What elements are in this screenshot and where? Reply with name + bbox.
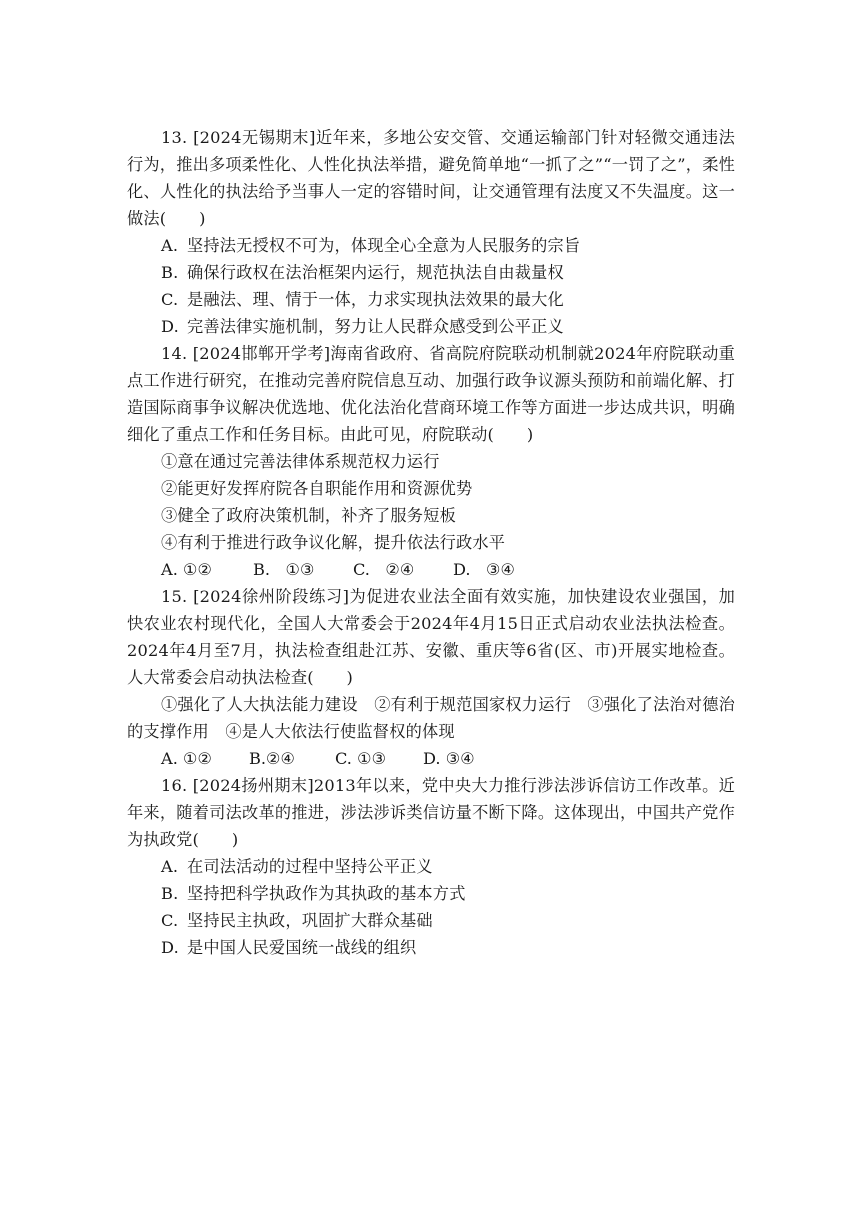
option-letter: B. bbox=[161, 263, 179, 282]
question-16 bbox=[127, 772, 735, 961]
option-text: 是融法、理、情于一体，力求实现执法效果的最大化 bbox=[187, 290, 564, 309]
option-letter: C. bbox=[161, 911, 179, 930]
question-source: [2024扬州期末] bbox=[192, 776, 314, 795]
statement-3: ③健全了政府决策机制，补齐了服务短板 bbox=[161, 506, 456, 525]
statement-2: ②能更好发挥府院各自职能作用和资源优势 bbox=[161, 479, 473, 498]
option-a[interactable] bbox=[161, 745, 249, 772]
option-text: 确保行政权在法治框架内运行，规范执法自由裁量权 bbox=[187, 263, 564, 282]
option-a[interactable] bbox=[127, 853, 735, 880]
option-d[interactable] bbox=[127, 313, 735, 340]
question-text: 2013年以来，党中央大力推行涉法涉诉信访工作改革。近年来，随着司法改革的推进，涉法涉诉类信访量不断下降。这体现出，中国共产党作为执政党( ) bbox=[127, 776, 735, 849]
option-letter: A. bbox=[161, 857, 179, 876]
option-row bbox=[127, 745, 735, 772]
option-letter: C. bbox=[353, 560, 370, 579]
question-text: 为促进农业法全面有效实施，加快建设农业强国，加快农业农村现代化，全国人大常委会于2024年4月15日正式启动农业法执法检查。2024年4月至7月，执法检查组赴江苏、安徽、重庆等6省(区、市)开展实地检查。人大常委会启动执法检查( ) bbox=[127, 587, 735, 687]
option-text: 在司法活动的过程中坚持公平正义 bbox=[187, 857, 433, 876]
option-letter: B. bbox=[253, 560, 271, 579]
option-a[interactable] bbox=[161, 556, 253, 583]
statement-1: ①意在通过完善法律体系规范权力运行 bbox=[161, 452, 440, 471]
option-c[interactable] bbox=[353, 556, 453, 583]
option-text: ①③ bbox=[285, 560, 315, 579]
option-letter: A. bbox=[161, 236, 179, 255]
option-letter: C. bbox=[161, 290, 179, 309]
question-text: 海南省政府、省高院府院联动机制就2024年府院联动重点工作进行研究，在推动完善府院信息互动、加强行政争议源头预防和前端化解、打造国际商事争议解决优选地、优化法治化营商环境工作等方面进一步达成共识，明确细化了重点工作和任务目标。由此可见，府院联动( ) bbox=[127, 344, 735, 444]
question-text: 近年来，多地公安交管、交通运输部门针对轻微交通违法行为，推出多项柔性化、人性化执法举措，避免简单地“一抓了之”“一罚了之”，柔性化、人性化的执法给予当事人一定的容错时间，让交通管理有法度又不失温度。这一做法( ) bbox=[127, 128, 735, 228]
option-text: ①② bbox=[183, 749, 213, 768]
option-text: 坚持民主执政，巩固扩大群众基础 bbox=[187, 911, 433, 930]
option-text: ③④ bbox=[485, 560, 516, 579]
question-14 bbox=[127, 340, 735, 583]
option-text: ①③ bbox=[357, 749, 387, 768]
option-text: ①② bbox=[183, 560, 213, 579]
statement-list: ①强化了人大执法能力建设 ②有利于规范国家权力运行 ③强化了法治对德治的支撑作用 ④是人大依法行使监督权的体现 bbox=[127, 695, 735, 741]
option-letter: A. bbox=[161, 749, 178, 768]
question-number: 15. bbox=[161, 587, 188, 606]
option-letter: D. bbox=[161, 938, 179, 957]
question-14-stem bbox=[127, 340, 735, 448]
question-source: [2024徐州阶段练习] bbox=[193, 587, 350, 606]
option-text: 坚持法无授权不可为，体现全心全意为人民服务的宗旨 bbox=[187, 236, 581, 255]
option-text: ②④ bbox=[385, 560, 415, 579]
option-d[interactable] bbox=[453, 556, 515, 583]
option-text: 完善法律实施机制，努力让人民群众感受到公平正义 bbox=[187, 317, 564, 336]
statement-4: ④有利于推进行政争议化解，提升依法行政水平 bbox=[161, 533, 506, 552]
option-letter: D. bbox=[453, 560, 471, 579]
option-letter: D. bbox=[161, 317, 179, 336]
option-letter: D. bbox=[423, 749, 441, 768]
question-number: 14. bbox=[161, 344, 188, 363]
option-c[interactable] bbox=[127, 286, 735, 313]
option-letter: B. bbox=[161, 884, 179, 903]
option-letter: A. bbox=[161, 560, 178, 579]
question-15 bbox=[127, 583, 735, 772]
question-source: [2024无锡期末] bbox=[193, 128, 316, 147]
option-letter: C. bbox=[335, 749, 352, 768]
question-sheet bbox=[127, 124, 735, 961]
question-number: 13. bbox=[161, 128, 188, 147]
option-b[interactable] bbox=[249, 745, 335, 772]
option-text: 坚持把科学执政作为其执政的基本方式 bbox=[187, 884, 466, 903]
option-b[interactable] bbox=[253, 556, 353, 583]
question-16-stem bbox=[127, 772, 735, 853]
option-b[interactable] bbox=[127, 880, 735, 907]
question-13-stem bbox=[127, 124, 735, 232]
option-row bbox=[127, 556, 735, 583]
option-d[interactable] bbox=[423, 745, 475, 772]
option-text: 是中国人民爱国统一战线的组织 bbox=[187, 938, 417, 957]
option-a[interactable] bbox=[127, 232, 735, 259]
option-text: ②④ bbox=[266, 749, 296, 768]
option-d[interactable] bbox=[127, 934, 735, 961]
question-13 bbox=[127, 124, 735, 340]
question-15-stem bbox=[127, 583, 735, 691]
option-c[interactable] bbox=[127, 907, 735, 934]
question-number: 16. bbox=[161, 776, 188, 795]
option-text: ③④ bbox=[445, 749, 475, 768]
option-c[interactable] bbox=[335, 745, 423, 772]
option-letter: B. bbox=[249, 749, 267, 768]
option-b[interactable] bbox=[127, 259, 735, 286]
question-source: [2024邯郸开学考] bbox=[192, 344, 331, 363]
